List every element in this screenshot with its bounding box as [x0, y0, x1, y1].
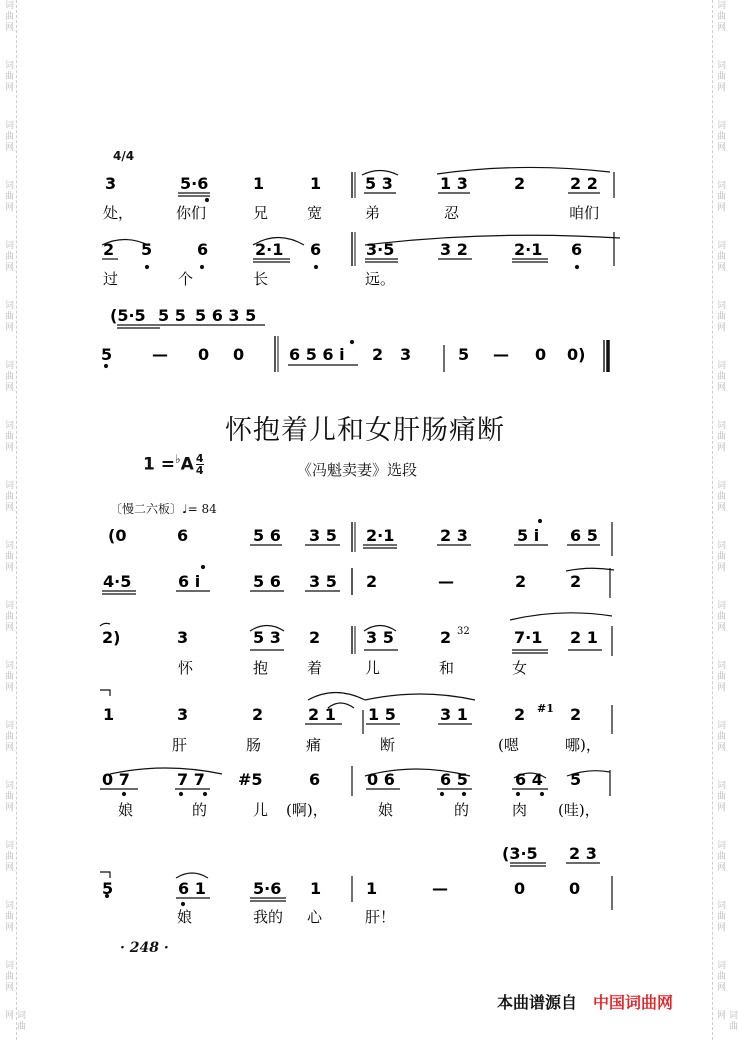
lyric: 娘: [177, 908, 193, 926]
note: #5: [238, 770, 263, 789]
watermark-text: 词曲网: [3, 300, 13, 333]
lyric: 你们: [176, 204, 207, 222]
lyric: 过: [103, 270, 119, 288]
note: 0: [535, 345, 547, 364]
meter-top: 4: [195, 452, 204, 466]
note: 6: [309, 770, 321, 789]
note: (3·5: [502, 844, 538, 863]
note: 6: [177, 526, 189, 545]
watermark-text: 词曲网: [715, 660, 725, 693]
lyric: (哇)，: [558, 801, 600, 819]
note: 4·5: [103, 572, 132, 591]
note: 5 3: [253, 628, 281, 647]
note: 1 5: [368, 705, 396, 724]
note: 3·5: [366, 240, 395, 259]
note: 2: [309, 628, 321, 647]
note: 2 3: [569, 844, 597, 863]
note: 0 7: [102, 770, 130, 789]
watermark-text: 词曲网: [3, 420, 13, 453]
source-title: 《冯魁卖妻》选段: [297, 461, 418, 479]
note: 6 1: [178, 879, 206, 898]
note: 3 5: [366, 628, 394, 647]
note: 7·1: [514, 628, 543, 647]
watermark-text: 词曲网: [3, 660, 13, 693]
watermark-text: 词曲网: [715, 1010, 737, 1032]
lyric: 哪)，: [565, 736, 601, 754]
credit-text: 本曲谱源自: [497, 993, 578, 1012]
watermark-text: 词曲网: [715, 840, 725, 873]
lyric: 心: [307, 908, 323, 926]
key-tonic: 1 =: [143, 454, 175, 475]
watermark-text: 词曲网: [715, 120, 725, 153]
lyric: 我的: [253, 908, 284, 926]
note: 6 5: [440, 770, 468, 789]
note: 3 1: [440, 705, 468, 724]
note: 0: [198, 345, 210, 364]
grace-note: #1: [537, 702, 554, 715]
time-signature: 4/4: [113, 149, 135, 163]
note: 2: [514, 705, 526, 724]
watermark-text: 词曲网: [3, 600, 13, 633]
watermark-text: 词曲网: [3, 840, 13, 873]
note: 3: [105, 174, 117, 193]
meter: [196, 453, 204, 476]
watermark-text: 词曲网: [3, 180, 13, 213]
watermark-text: 词曲网: [3, 480, 13, 513]
key-letter: A: [180, 454, 194, 475]
watermark-text: 词曲网: [715, 60, 725, 93]
watermark-text: 词曲网: [715, 600, 725, 633]
note: 2: [440, 628, 452, 647]
note: 5 6: [253, 572, 281, 591]
watermark-text: 词曲网: [3, 0, 13, 33]
lyric: (嗯: [498, 736, 519, 754]
note: 1: [310, 879, 322, 898]
source-credit: [497, 990, 673, 1013]
section-title: 怀抱着儿和女肝肠痛断: [225, 415, 505, 446]
watermark-text: 词曲网: [715, 720, 725, 753]
note: 3 2: [440, 240, 468, 259]
lyric: 忍: [444, 204, 460, 222]
lyric: 肝！: [365, 908, 396, 926]
meter-bottom: 4: [195, 464, 204, 478]
note: 2 1: [308, 705, 336, 724]
lyric: 的: [454, 801, 470, 819]
note: 2: [252, 705, 264, 724]
note: (0: [108, 526, 127, 545]
note: 2: [103, 240, 115, 259]
tempo-marking: 〔慢二六板〕♩= 84: [110, 502, 217, 516]
page-number: · 248 ·: [120, 940, 169, 956]
watermark-text: 词曲网: [715, 240, 725, 273]
watermark-text: 词曲网: [715, 300, 725, 333]
watermark-text: 词曲网: [3, 960, 13, 993]
key-signature: [143, 452, 204, 476]
watermark-text: 词曲网: [715, 900, 725, 933]
lyric: 女: [512, 659, 528, 677]
note: 2 3: [440, 526, 468, 545]
note: 1: [103, 705, 115, 724]
note: 2 1: [570, 628, 598, 647]
watermark-text: 词曲网: [3, 1010, 25, 1032]
lyric: 宽: [307, 204, 323, 222]
note: —: [432, 879, 448, 898]
note: 2·1: [255, 240, 284, 259]
note: 3 5: [309, 526, 337, 545]
note: (5·5: [110, 306, 146, 325]
lyric: 和: [439, 659, 455, 677]
note: 3 5: [309, 572, 337, 591]
note: 1 3: [440, 174, 468, 193]
lyric: 儿: [365, 659, 381, 677]
note: 7 7: [177, 770, 205, 789]
note: 5 6 3 5: [195, 306, 257, 325]
lyric: 怀: [178, 659, 194, 677]
note: 6 4: [515, 770, 543, 789]
note: 5: [141, 240, 153, 259]
lyric: 肉: [512, 801, 528, 819]
flat-sign: ♭: [175, 452, 181, 466]
note: 0: [514, 879, 526, 898]
watermark-text: 词曲网: [715, 540, 725, 573]
watermark-text: 词曲网: [3, 120, 13, 153]
watermark-text: 词曲网: [715, 180, 725, 213]
lyric: 弟: [365, 204, 381, 222]
note: 6: [310, 240, 322, 259]
note: 0 6: [367, 770, 395, 789]
lyric: 娘: [378, 801, 394, 819]
lyric: 个: [178, 270, 194, 288]
lyric: 肠: [246, 736, 262, 754]
note: 2: [514, 174, 526, 193]
note: 0: [233, 345, 245, 364]
lyric: 抱: [253, 659, 269, 677]
watermark-text: 词曲网: [3, 900, 13, 933]
note: 3: [177, 705, 189, 724]
note: 5: [458, 345, 470, 364]
lyric: 儿: [253, 801, 269, 819]
note: 2: [570, 705, 582, 724]
note: 5 6: [253, 526, 281, 545]
lyric: 处，: [103, 204, 134, 222]
note: —: [438, 572, 454, 591]
note: 6 i: [178, 572, 201, 591]
watermark-text: 词曲网: [3, 780, 13, 813]
note: 0): [567, 345, 586, 364]
note: 2 2: [570, 174, 598, 193]
watermark-text: 词曲网: [715, 420, 725, 453]
note: 1: [366, 879, 378, 898]
note: 2: [366, 572, 378, 591]
note: 5: [102, 879, 114, 898]
lyric: 痛: [306, 736, 322, 754]
watermark-text: 词曲网: [715, 480, 725, 513]
lyric: 远。: [365, 270, 396, 288]
note: 2: [570, 572, 582, 591]
note: 1: [253, 174, 265, 193]
lyric: 肝: [172, 736, 188, 754]
note: 6 5 6 i: [289, 345, 345, 364]
credit-site-link[interactable]: 中国词曲网: [593, 993, 674, 1012]
watermark-text: 词曲网: [3, 240, 13, 273]
note: 2·1: [366, 526, 395, 545]
note: 5·6: [180, 174, 209, 193]
lyric: 咱们: [569, 204, 600, 222]
watermark-text: 词曲网: [715, 960, 725, 993]
note: 5 5: [158, 306, 186, 325]
note: 6: [571, 240, 583, 259]
note: —: [493, 345, 509, 364]
note: 5 i: [517, 526, 540, 545]
note: 6 5: [570, 526, 598, 545]
watermark-text: 词曲网: [3, 720, 13, 753]
watermark-text: 词曲网: [715, 0, 725, 33]
note: 5: [570, 770, 582, 789]
note: 3: [177, 628, 189, 647]
note: 0: [569, 879, 581, 898]
note: 5·6: [253, 879, 282, 898]
watermark-text: 词曲网: [3, 360, 13, 393]
note: 2: [515, 572, 527, 591]
lyric: 兄: [253, 204, 269, 222]
lyric: 长: [253, 270, 269, 288]
note: 2): [102, 628, 121, 647]
note: 1: [310, 174, 322, 193]
lyric: 娘: [118, 801, 134, 819]
watermark-text: 词曲网: [3, 540, 13, 573]
watermark-text: 词曲网: [715, 780, 725, 813]
note: 2: [372, 345, 384, 364]
note: 5 3: [365, 174, 393, 193]
note: 2·1: [514, 240, 543, 259]
grace-note: 32: [457, 626, 470, 637]
lyric: 的: [192, 801, 208, 819]
lyric: 断: [380, 736, 396, 754]
note: 6: [197, 240, 209, 259]
lyric: (啊)，: [286, 801, 328, 819]
watermark-text: 词曲网: [715, 360, 725, 393]
note: 3: [400, 345, 412, 364]
note: 5: [101, 345, 113, 364]
watermark-text: 词曲网: [3, 60, 13, 93]
note: —: [152, 345, 168, 364]
lyric: 着: [307, 659, 323, 677]
